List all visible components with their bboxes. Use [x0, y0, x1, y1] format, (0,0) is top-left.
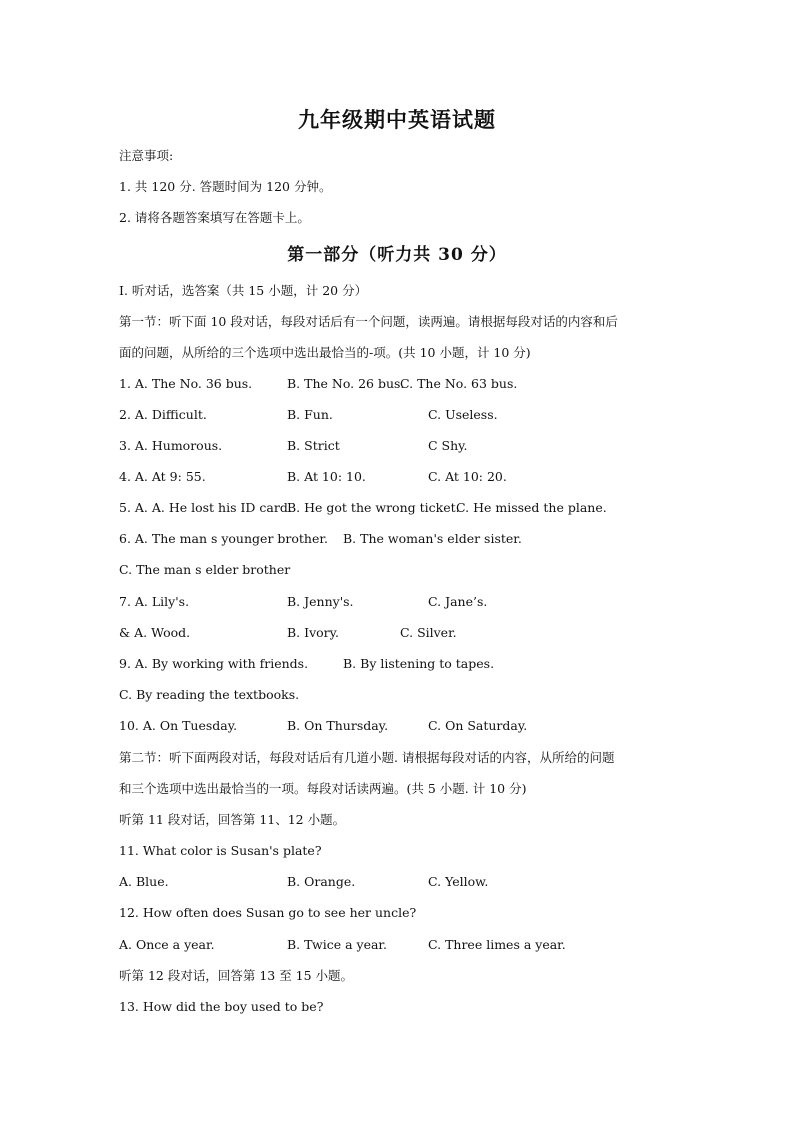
- q4-option-b: B. At 10: 10.: [287, 469, 366, 484]
- page-title: 九年级期中英语试题: [298, 107, 496, 132]
- q12-option-c: C. Three limes a year.: [428, 937, 566, 952]
- q11-option-c: C. Yellow.: [428, 874, 489, 889]
- q10-option-c: C. On Saturday.: [428, 718, 528, 733]
- q3-option-b: B. Strict: [287, 438, 340, 453]
- q8-option-b: B. Ivory.: [287, 625, 340, 640]
- q1-option-a: 1. A. The No. 36 bus.: [119, 376, 253, 391]
- q11-option-a: A. Blue.: [119, 874, 169, 889]
- q6-option-b: B. The woman's elder sister.: [343, 531, 522, 546]
- q10-option-b: B. On Thursday.: [287, 718, 389, 733]
- section1-instruction-line1: 第一节：听下面 10 段对话，每段对话后有一个问题，读两遍。请根据每段对话的内容和后: [119, 314, 618, 329]
- q4-option-c: C. At 10: 20.: [428, 469, 507, 484]
- q3-option-a: 3. A. Humorous.: [119, 438, 223, 453]
- q8-option-c: C. Silver.: [400, 625, 457, 640]
- section1-instruction-line2: 面的问题，从所给的三个选项中选出最恰当的-项。(共 10 小题，计 10 分): [119, 345, 531, 360]
- notice-heading: 注意事项:: [119, 148, 174, 163]
- q1-option-c: C. The No. 63 bus.: [400, 376, 518, 391]
- q11-stem: 11. What color is Susan's plate?: [119, 843, 322, 858]
- notice-item-2: 2. 请将各题答案填写在答题卡上。: [119, 210, 310, 225]
- section2-instruction-line2: 和三个选项中选出最恰当的一项。每段对话读两遍。(共 5 小题. 计 10 分): [119, 781, 527, 796]
- q8-option-a: & A. Wood.: [119, 625, 191, 640]
- q9-option-c: C. By reading the textbooks.: [119, 687, 300, 702]
- q1-option-b: B. The No. 26 bus.: [287, 376, 405, 391]
- section-one-heading: I. 听对话，选答案（共 15 小题，计 20 分）: [119, 283, 368, 298]
- q3-option-c: C Shy.: [428, 438, 468, 453]
- q7-option-a: 7. A. Lily's.: [119, 594, 190, 609]
- q6-option-c: C. The man s elder brother: [119, 562, 291, 577]
- dialog-12-heading: 听第 12 段对话，回答第 13 至 15 小题。: [119, 968, 354, 983]
- notice-item-1: 1. 共 120 分. 答题时间为 120 分钟。: [119, 179, 332, 194]
- part-one-title: 第一部分（听力共 30 分）: [287, 245, 507, 265]
- q7-option-b: B. Jenny's.: [287, 594, 354, 609]
- section2-instruction-line1: 第二节：听下面两段对话，每段对话后有几道小题. 请根据每段对话的内容，从所给的问题: [119, 750, 615, 765]
- q2-option-a: 2. A. Difficult.: [119, 407, 207, 422]
- q12-option-a: A. Once a year.: [119, 937, 215, 952]
- q2-option-c: C. Useless.: [428, 407, 498, 422]
- q4-option-a: 4. A. At 9: 55.: [119, 469, 206, 484]
- q9-option-a: 9. A. By working with friends.: [119, 656, 309, 671]
- q5-option-a: 5. A. A. He lost his ID card.: [119, 500, 292, 515]
- q12-stem: 12. How often does Susan go to see her uncle?: [119, 905, 417, 920]
- q10-option-a: 10. A. On Tuesday.: [119, 718, 238, 733]
- q5-option-c: C. He missed the plane.: [456, 500, 607, 515]
- dialog-11-heading: 听第 11 段对话，回答第 11、12 小题。: [119, 812, 346, 827]
- q13-stem: 13. How did the boy used to be?: [119, 999, 324, 1014]
- q12-option-b: B. Twice a year.: [287, 937, 388, 952]
- q11-option-b: B. Orange.: [287, 874, 356, 889]
- q5-option-b: B. He got the wrong ticket.: [287, 500, 460, 515]
- q6-option-a: 6. A. The man s younger brother.: [119, 531, 328, 546]
- q2-option-b: B. Fun.: [287, 407, 333, 422]
- q9-option-b: B. By listening to tapes.: [343, 656, 495, 671]
- q7-option-c: C. Jane’s.: [428, 594, 488, 609]
